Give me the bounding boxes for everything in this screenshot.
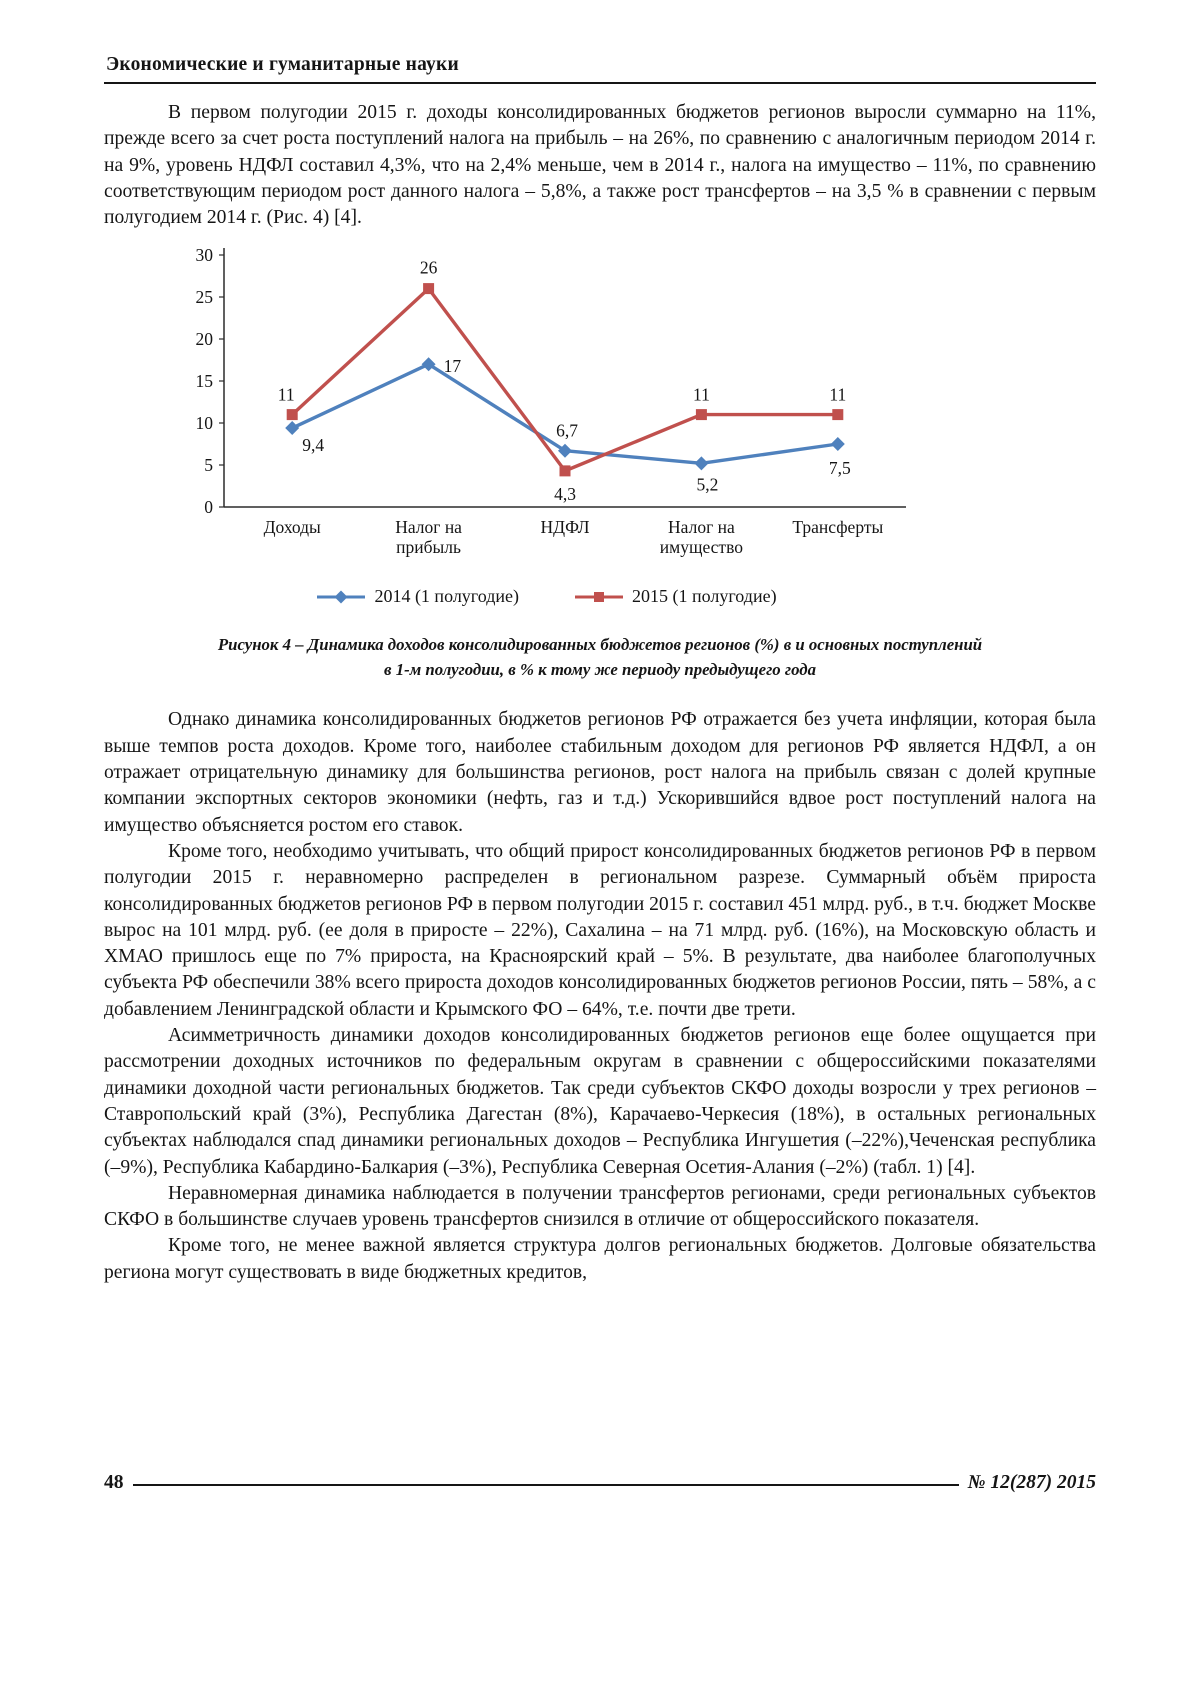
y-tick-label: 5 xyxy=(204,455,213,476)
legend-item xyxy=(317,586,519,607)
y-tick-label: 20 xyxy=(195,329,213,350)
legend-label: 2014 (1 полугодие) xyxy=(374,586,519,607)
data-label: 4,3 xyxy=(554,484,576,505)
chart-legend xyxy=(176,586,918,607)
page-number: 48 xyxy=(104,1472,124,1493)
page-footer xyxy=(104,1472,1096,1494)
diamond-marker xyxy=(831,437,845,451)
x-category-label: Налог на прибыль xyxy=(395,517,462,558)
square-marker xyxy=(696,410,707,421)
data-label: 6,7 xyxy=(556,421,578,442)
x-category-label: НДФЛ xyxy=(540,517,590,538)
x-category-label: Налог на имущество xyxy=(659,517,743,558)
data-label: 9,4 xyxy=(302,435,325,456)
square-marker xyxy=(832,410,843,421)
legend-diamond-line-icon xyxy=(317,589,365,605)
data-label: 11 xyxy=(692,385,710,406)
y-tick-label: 30 xyxy=(195,245,213,266)
diamond-marker xyxy=(694,457,708,471)
running-header xyxy=(104,54,1096,84)
paragraph-asymmetry: Асимметричность динамики доходов консолидированных бюджетов регионов еще более ощущается при рассмотрении доходных источников по федеральным округам в сравнении с общероссийскими показателями динамики доходной части региональных бюджетов. Так среди субъектов СКФО доходы возросли у трех регионов – Ставропольский край (3%), Республика Дагестан (8%), Карачаево-Черкесия (18%), в остальных региональных субъектах наблюдался спад динамики региональных доходов – Республика Ингушетия (–22%),Чеченская республика (–9%), Республика Кабардино-Балкария (–3%), Республика Северная Осетия-Алания (–2%) (табл. 1) [4]. xyxy=(104,1025,1096,1178)
data-label: 11 xyxy=(277,385,295,406)
data-label: 26 xyxy=(419,258,438,279)
diamond-marker xyxy=(285,422,299,436)
figure-caption xyxy=(104,633,1096,682)
x-category-label: Доходы xyxy=(263,517,321,538)
series-2015 (1 полугодие) xyxy=(278,258,846,504)
paragraph-intro: В первом полугодии 2015 г. доходы консолидированных бюджетов регионов выросли суммарно на 11%, прежде всего за счет роста поступлений налога на прибыль – на 26%, по сравнению с аналогичным периодом 2014 г. на 9%, уровень НДФЛ составил 4,3%, что на 2,4% меньше, чем в 2014 г., налога на имущество – 11%, по сравнению соответствующим периодом рост данного налога – 5,8%, а также рост трансфертов – на 3,5 % в сравнении с первым полугодием 2014 г. (Рис. 4) [4]. xyxy=(104,102,1096,229)
square-marker xyxy=(560,466,571,477)
paragraph-growth-distribution: Кроме того, необходимо учитывать, что общий прирост консолидированных бюджетов регионов РФ в первом полугодии 2015 г. неравномерно распределен в региональном разрезе. Суммарный объём прироста консолидированных бюджетов регионов РФ в первом полугодии 2015 г. составил 451 млрд. руб., в т.ч. бюджет Москве вырос на 101 млрд. руб. (ее доля в приросте – 22%), Сахалина – на 71 млрд. руб. (16%), на Московскую область и ХМАО пришлось еще по 7% прироста, на Красноярский край – 5%. В результате, два наиболее благополучных субъекта РФ обеспечили 38% всего прироста доходов консолидированных бюджетов регионов России, пять – 58%, а с добавлением Ленинградской области и Крымского ФО – 64%, т.е. почти две трети. xyxy=(104,840,1096,1020)
y-tick-label: 0 xyxy=(204,497,213,518)
paragraph-inflation: Однако динамика консолидированных бюджетов регионов РФ отражается без учета инфляции, которая была выше темпов роста доходов. Кроме того, наиболее стабильным доходом для регионов РФ является НДФЛ, а он отражает отрицательную динамику для большинства регионов, рост налога на прибыль связан с долей крупные компании экспортных секторов экономики (нефть, газ и т.д.) Ускорившийся вдвое рост поступлений налога на имущество объясняется ростом его ставок. xyxy=(104,709,1096,836)
figure-caption-line2: в 1-м полугодии, в % к тому же периоду предыдущего года xyxy=(384,659,816,679)
data-label: 17 xyxy=(443,356,462,377)
figure-caption-line1: Рисунок 4 – Динамика доходов консолидированных бюджетов регионов (%) в и основных поступлений xyxy=(217,635,983,655)
data-label: 11 xyxy=(829,385,847,406)
y-tick-label: 10 xyxy=(195,413,213,434)
issue-number: № 12(287) 2015 xyxy=(967,1472,1096,1493)
square-marker xyxy=(287,410,298,421)
paragraph-debt-structure: Кроме того, не менее важной является структура долгов региональных бюджетов. Долговые обязательства региона могут существовать в виде бюджетных кредитов, xyxy=(104,1235,1096,1283)
square-marker xyxy=(423,284,434,295)
legend-label: 2015 (1 полугодие) xyxy=(632,586,777,607)
figure-4-block xyxy=(176,239,918,607)
legend-square-line-icon xyxy=(575,589,623,605)
data-label: 7,5 xyxy=(828,458,851,479)
footer-rule xyxy=(133,1484,959,1486)
revenue-dynamics-line-chart xyxy=(176,239,918,579)
data-label: 5,2 xyxy=(696,474,719,495)
paragraph-transfers: Неравномерная динамика наблюдается в получении трансфертов регионами, среди региональных субъектов СКФО в большинстве случаев уровень трансфертов снизился в отличие от общероссийского показателя. xyxy=(104,1182,1096,1231)
running-header-title: Экономические и гуманитарные науки xyxy=(106,54,459,75)
legend-item xyxy=(575,586,777,607)
y-tick-label: 25 xyxy=(195,287,213,308)
y-tick-label: 15 xyxy=(195,371,213,392)
x-category-label: Трансферты xyxy=(792,517,884,538)
